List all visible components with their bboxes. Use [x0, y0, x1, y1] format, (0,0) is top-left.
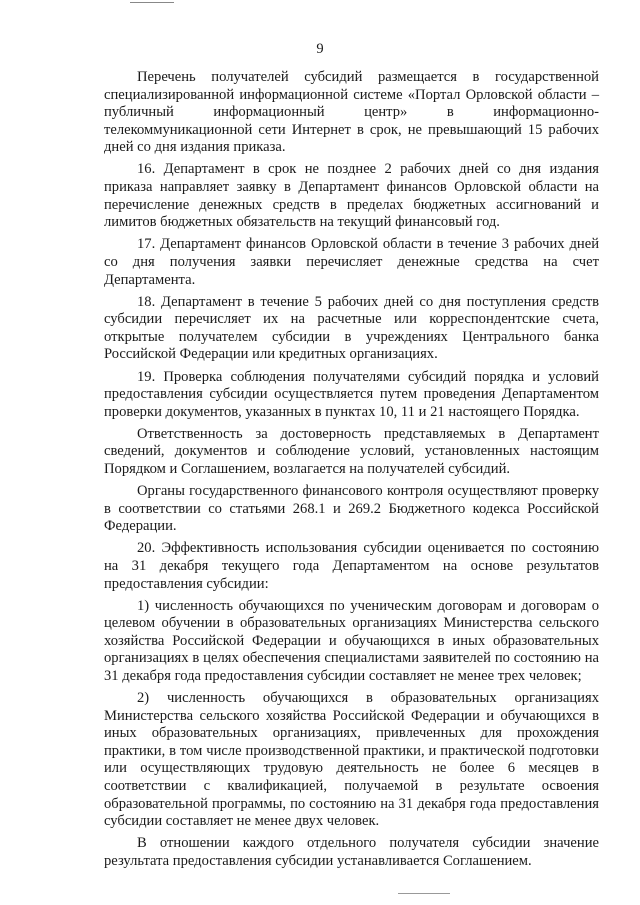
paragraph-19: 19. Проверка соблюдения получателями субсидий порядка и условий предоставления субсидии осуществляется путем проведения Департаментом проверки документов, указанных в пунктах 10, 11 и 21 настоящего Порядка.: [104, 368, 599, 420]
paragraph-20-item-1: 1) численность обучающихся по ученическим договорам и договорам о целевом обучении в образовательных организациях Министерства сельского хозяйства Российской Федерации и обучающихся в иных образовательных организациях в целях обеспечения специалистами заявителей по состоянию на 31 декабря года предоставления субсидии составляет не менее трех человек;: [104, 597, 599, 684]
paragraph-16: 16. Департамент в срок не позднее 2 рабочих дней со дня издания приказа направляет заявку в Департамент финансов Орловской области на перечисление денежных средств в пределах бюджетных ассигнований и лимитов бюджетных обязательств на текущий финансовый год.: [104, 161, 599, 231]
paragraph-20-item-2: 2) численность обучающихся в образовательных организациях Министерства сельского хозяйства Российской Федерации и обучающихся в иных образовательных организациях, привлеченных для прохождения практики, в том числе производственной практики, и практической подготовки или осуществляющих трудовую деятельность не более 6 месяцев в соответствии с квалификацией, получаемой в результате освоения образовательной программы, по состоянию на 31 декабря года предоставления субсидии составляет не менее двух человек.: [104, 690, 599, 830]
top-margin-mark: [130, 2, 174, 3]
paragraph-20: 20. Эффективность использования субсидии оценивается по состоянию на 31 декабря текущего года Департаментом на основе результатов предоставления субсидии:: [104, 540, 599, 592]
paragraph-result-value: В отношении каждого отдельного получателя субсидии значение результата предоставления субсидии устанавливается Соглашением.: [104, 835, 599, 869]
paragraph-recipients-list: Перечень получателей субсидий размещается в государственной специализированной информационной системе «Портал Орловской области – публичный информационный центр» в информационно-телекоммуникационной сети Интернет в срок, не превышающий 15 рабочих дней со дня издания приказа.: [104, 69, 599, 156]
document-body: [104, 69, 599, 875]
paragraph-18: 18. Департамент в течение 5 рабочих дней со дня поступления средств субсидии перечисляет их на расчетные или корреспондентские счета, открытые получателем субсидии в учреждениях Центрального банка Российской Федерации или кредитных организациях.: [104, 293, 599, 363]
paragraph-17: 17. Департамент финансов Орловской области в течение 3 рабочих дней со дня получения заявки перечисляет денежные средства на счет Департамента.: [104, 236, 599, 288]
paragraph-financial-control: Органы государственного финансового контроля осуществляют проверку в соответствии со статьями 268.1 и 269.2 Бюджетного кодекса Российской Федерации.: [104, 483, 599, 535]
paragraph-responsibility: Ответственность за достоверность представляемых в Департамент сведений, документов и соблюдение условий, установленных настоящим Порядком и Соглашением, возлагается на получателей субсидий.: [104, 425, 599, 477]
bottom-margin-mark: [398, 893, 450, 894]
page-number: 9: [316, 41, 324, 57]
